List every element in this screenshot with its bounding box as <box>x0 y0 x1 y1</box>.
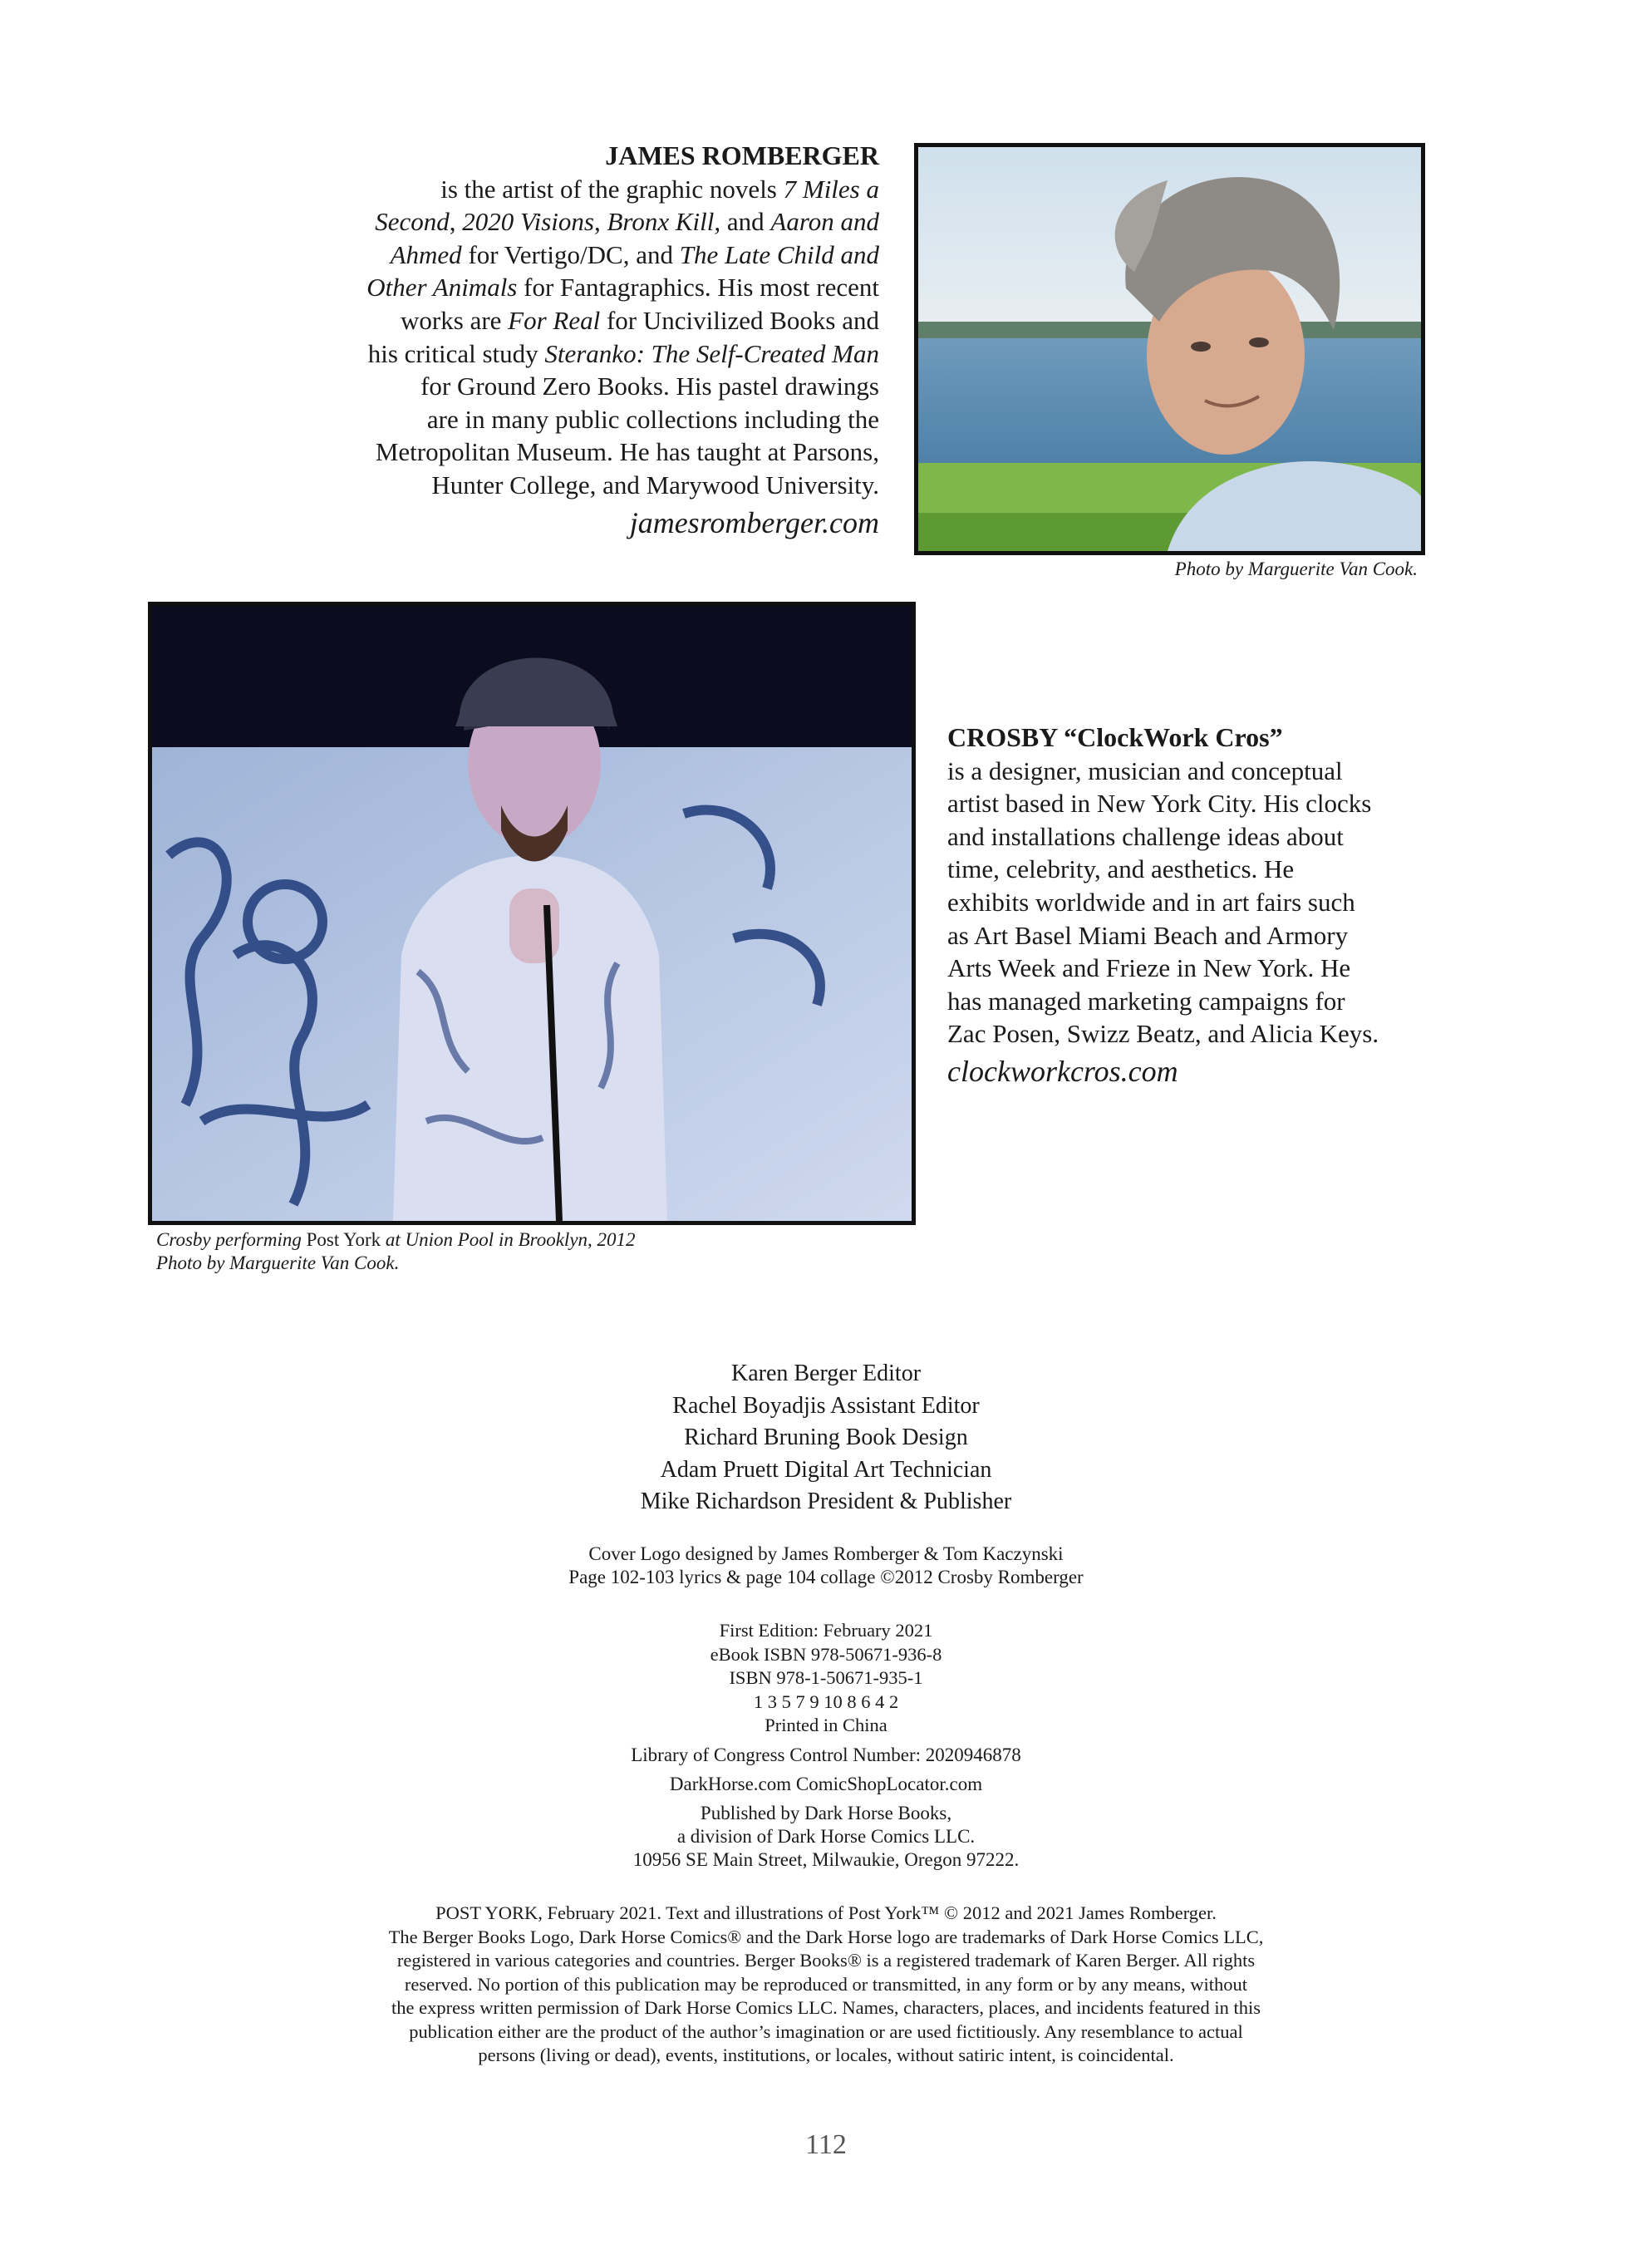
publisher-address <box>0 1802 1652 1872</box>
staff-credits <box>0 1358 1652 1518</box>
legal-notice-line: publication either are the product of the author’s imagination or are used fictitiously. Any resemblance to actual <box>409 2020 1243 2042</box>
legal-notice-line: registered in various categories and countries. Berger Books® is a registered trademark of Karen Berger. All rights <box>396 1950 1256 1971</box>
legal-notice-line: POST YORK, February 2021. Text and illustrations of Post York™ © 2012 and 2021 James Romberger. <box>435 1902 1217 1923</box>
romberger-portrait-photo <box>914 143 1425 555</box>
romberger-bio-line: for Ground Zero Books. His pastel drawings <box>420 372 879 401</box>
legal-notice-line: reserved. No portion of this publication may be reproduced or transmitted, in any form or by any means, without <box>404 1973 1248 1995</box>
library-of-congress-number: Library of Congress Control Number: 2020946878 <box>631 1745 1021 1765</box>
crosby-caption-line-1 <box>156 1228 788 1252</box>
romberger-bio-line: is the artist of the graphic novels 7 Miles a <box>440 174 879 204</box>
romberger-bio-line: are in many public collections including the <box>426 404 879 434</box>
romberger-photo-caption: Photo by Marguerite Van Cook. <box>1174 559 1418 579</box>
publisher-websites: DarkHorse.com ComicShopLocator.com <box>669 1774 983 1794</box>
publisher-address-line: a division of Dark Horse Comics LLC. <box>676 1826 976 1847</box>
romberger-bio-line: Hunter College, and Marywood University. <box>431 470 879 499</box>
crosby-bio-line: artist based in New York City. His clocks <box>947 789 1372 819</box>
edition-info-line: ISBN 978-1-50671-935-1 <box>729 1667 923 1688</box>
crosby-caption-text: Crosby performing Post York at Union Pool in Brooklyn, 2012 <box>156 1229 636 1250</box>
romberger-website-link[interactable]: jamesromberger.com <box>629 505 879 539</box>
staff-credit-line: Richard Bruning Book Design <box>684 1425 968 1450</box>
staff-credit-line: Karen Berger Editor <box>730 1361 922 1386</box>
crosby-performance-photo <box>148 602 916 1225</box>
crosby-photo-caption <box>156 1228 788 1275</box>
edition-info-line: First Edition: February 2021 <box>719 1620 933 1641</box>
crosby-bio-line: Arts Week and Frieze in New York. He <box>947 953 1351 983</box>
legal-notice-line: persons (living or dead), events, institutions, or locales, without satiric intent, is coincidental. <box>478 2045 1174 2065</box>
legal-notice-line: The Berger Books Logo, Dark Horse Comics® and the Dark Horse logo are trademarks of Dark Horse Comics LLC, <box>388 1926 1264 1947</box>
romberger-bio-line: Metropolitan Museum. He has taught at Parsons, <box>375 437 879 467</box>
romberger-bio-text <box>249 173 879 502</box>
romberger-bio-line: Second, 2020 Visions, Bronx Kill, and Aaron and <box>375 207 879 237</box>
cover-credit-line: Cover Logo designed by James Romberger & Tom Kaczynski <box>588 1543 1064 1564</box>
crosby-bio-line: exhibits worldwide and in art fairs such <box>947 887 1355 917</box>
romberger-portrait-image <box>918 147 1421 551</box>
edition-info <box>0 1619 1652 1738</box>
legal-notice <box>316 1902 1336 2068</box>
edition-info-line: eBook ISBN 978-50671-936-8 <box>710 1643 942 1665</box>
romberger-bio-line: Other Animals for Fantagraphics. His most recent <box>366 273 879 303</box>
crosby-bio-line: Zac Posen, Swizz Beatz, and Alicia Keys. <box>947 1019 1379 1049</box>
crosby-website-link[interactable]: clockworkcros.com <box>947 1054 1178 1088</box>
crosby-bio-text <box>947 755 1446 1051</box>
staff-credit-line: Rachel Boyadjis Assistant Editor <box>672 1392 980 1419</box>
edition-info-line: Printed in China <box>765 1715 887 1735</box>
romberger-bio-line: Ahmed for Vertigo/DC, and The Late Child and <box>390 239 879 269</box>
cover-credits <box>0 1543 1652 1589</box>
romberger-bio-line: his critical study Steranko: The Self-Created Man <box>367 338 879 368</box>
crosby-caption-line-2: Photo by Marguerite Van Cook. <box>156 1252 400 1273</box>
crosby-performance-image <box>152 606 912 1221</box>
crosby-bio-line: is a designer, musician and conceptual <box>947 755 1343 785</box>
crosby-bio-line: as Art Basel Miami Beach and Armory <box>947 920 1349 950</box>
cover-credit-line: Page 102-103 lyrics & page 104 collage ©2012 Crosby Romberger <box>568 1567 1084 1587</box>
crosby-bio <box>947 721 1446 1089</box>
publisher-address-line: 10956 SE Main Street, Milwaukie, Oregon 97222. <box>632 1849 1020 1870</box>
edition-info-line: 1 3 5 7 9 10 8 6 4 2 <box>753 1690 899 1712</box>
crosby-bio-line: has managed marketing campaigns for <box>947 986 1345 1016</box>
publisher-address-line: Published by Dark Horse Books, <box>700 1803 952 1823</box>
crosby-name: CROSBY “ClockWork Cros” <box>947 722 1283 752</box>
staff-credit-line: Adam Pruett Digital Art Technician <box>660 1456 992 1483</box>
legal-notice-line: the express written permission of Dark Horse Comics LLC. Names, characters, places, and incidents featured in this <box>391 1997 1261 2018</box>
crosby-bio-line: and installations challenge ideas about <box>947 821 1344 851</box>
crosby-bio-line: time, celebrity, and aesthetics. He <box>947 854 1295 884</box>
page-number: 112 <box>805 2129 847 2160</box>
staff-credit-line: Mike Richardson President & Publisher <box>640 1489 1012 1514</box>
romberger-bio-line: works are For Real for Uncivilized Books and <box>401 305 879 335</box>
romberger-name: JAMES ROMBERGER <box>605 140 879 170</box>
romberger-bio <box>249 140 879 539</box>
